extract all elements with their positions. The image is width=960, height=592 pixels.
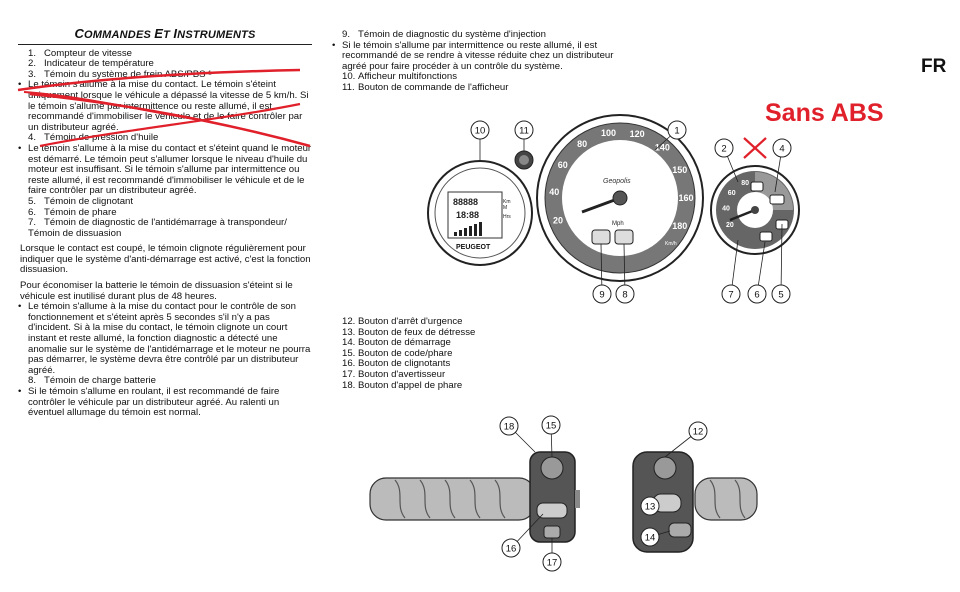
item-text: Bouton d'appel de phare bbox=[358, 379, 463, 391]
item-text: Bouton d'avertisseur bbox=[358, 368, 446, 380]
item-number: 17. bbox=[342, 368, 356, 380]
abs-indicator bbox=[751, 182, 763, 191]
brand-text: PEUGEOT bbox=[456, 244, 491, 251]
item-number: 5. bbox=[28, 195, 37, 207]
tick-label: 150 bbox=[672, 165, 688, 176]
list-item bbox=[330, 381, 630, 392]
item-number: 11. bbox=[342, 81, 355, 93]
callout-12 bbox=[665, 422, 707, 457]
unit-m: M bbox=[503, 205, 508, 211]
odo-text: 88888 bbox=[453, 197, 479, 207]
item-number: 10. bbox=[342, 71, 356, 83]
right-grip bbox=[695, 478, 757, 520]
svg-text:7: 7 bbox=[728, 289, 734, 301]
sans-abs-annotation: Sans ABS bbox=[765, 99, 884, 127]
high-beam-button bbox=[541, 457, 563, 479]
item-text: Bouton de feux de détresse bbox=[358, 326, 476, 338]
item-number: 4. bbox=[28, 132, 37, 144]
item-number: 16. bbox=[342, 358, 356, 370]
svg-text:2: 2 bbox=[721, 143, 727, 155]
item-number: 14. bbox=[342, 337, 356, 349]
headlight-indicator bbox=[760, 232, 772, 241]
controls-illustration bbox=[365, 410, 760, 580]
item-text: Bouton de commande de l'afficheur bbox=[358, 81, 509, 93]
item-text: Bouton de code/phare bbox=[358, 347, 453, 359]
tick-label: 140 bbox=[654, 142, 670, 153]
svg-text:1: 1 bbox=[674, 125, 680, 137]
model-script: Geopolis bbox=[603, 178, 631, 185]
item-text: Bouton de clignotants bbox=[358, 358, 451, 370]
item-number: 7. bbox=[28, 217, 37, 229]
item-text: Témoin de diagnostic du système d'injection bbox=[358, 29, 546, 40]
bullet-paragraph: • Si le témoin s'allume par intermittence ou reste allumé, il est recommandé de se rendre à vitesse réduite chez un distributeur agréé pour faire procéder à un contrôle du système. bbox=[330, 41, 630, 73]
item-number: 12. bbox=[342, 316, 356, 327]
svg-text:9: 9 bbox=[599, 289, 605, 301]
horn-button bbox=[544, 526, 560, 538]
callout-10 bbox=[471, 121, 489, 162]
svg-text:15: 15 bbox=[545, 420, 557, 432]
right-column-bottom bbox=[330, 317, 630, 391]
item-number: 18. bbox=[342, 379, 356, 391]
kill-switch-button bbox=[654, 457, 676, 479]
tick-label: 20 bbox=[726, 221, 734, 229]
item-text: Témoin de phare bbox=[44, 206, 117, 218]
start-button bbox=[669, 523, 691, 537]
tick-label: 80 bbox=[577, 138, 588, 149]
svg-text:10: 10 bbox=[474, 125, 486, 137]
right-bottom-list bbox=[330, 317, 630, 391]
left-list bbox=[16, 49, 314, 419]
svg-text:16: 16 bbox=[505, 543, 517, 555]
dashboard-illustration bbox=[420, 110, 830, 310]
item-number: 3. bbox=[28, 68, 37, 80]
item-number: 8. bbox=[28, 375, 37, 387]
callout-18 bbox=[500, 417, 535, 452]
item-number: 13. bbox=[342, 326, 356, 338]
svg-text:5: 5 bbox=[778, 289, 784, 301]
oil-indicator bbox=[770, 195, 784, 204]
unit-km: Km bbox=[503, 199, 511, 205]
tick-label: 80 bbox=[741, 180, 749, 188]
svg-text:13: 13 bbox=[644, 501, 656, 513]
language-tab: FR bbox=[921, 56, 947, 77]
list-item bbox=[330, 83, 630, 94]
item-number: 2. bbox=[28, 58, 37, 70]
tick-label: 40 bbox=[722, 205, 730, 213]
injection-indicator bbox=[592, 230, 610, 244]
item-text: Bouton de démarrage bbox=[358, 337, 451, 349]
left-column bbox=[16, 26, 314, 419]
right-column-top bbox=[330, 30, 630, 94]
bullet-paragraph: • Le témoin s'allume à la mise du contact et s'éteint quand le moteur est démarré. Le témoin peut s'allumer lorsque le niveau d'huile du moteur est insuffisant. Si le témoin s'allume par intermittence ou reste allumé, il est recommandé d'immobiliser le véhicule et de le faire contrôler par un distributeur agréé. bbox=[16, 144, 314, 197]
tick-label: 40 bbox=[549, 187, 560, 198]
item-text: Bouton d'arrêt d'urgence bbox=[358, 316, 463, 327]
svg-text:14: 14 bbox=[644, 532, 656, 544]
svg-text:17: 17 bbox=[546, 557, 558, 569]
callout-11 bbox=[515, 121, 533, 151]
item-number: 9. bbox=[342, 29, 351, 40]
tick-label: 180 bbox=[672, 220, 688, 231]
item-number: 6. bbox=[28, 206, 37, 218]
section-title-text: COMMANDES ET INSTRUMENTS bbox=[74, 26, 256, 41]
item-text: Indicateur de température bbox=[44, 58, 154, 70]
item-text: Témoin de clignotant bbox=[44, 195, 134, 207]
paragraph: Lorsque le contact est coupé, le témoin clignote régulièrement pour indiquer que le système d'anti-démarrage est activé, c'est la fonction dissuasion. bbox=[20, 243, 311, 276]
callout-13 bbox=[641, 497, 659, 515]
bullet-paragraph: • Si le témoin s'allume en roulant, il est recommandé de faire contrôler le véhicule par un distributeur agréé. Au ralenti un éventuel allumage du témoin est normal. bbox=[16, 387, 314, 419]
paragraph: Pour économiser la batterie le témoin de dissuasion s'éteint si le véhicule est inutilisé durant plus de 48 heures. bbox=[20, 280, 293, 302]
item-number: 1. bbox=[28, 47, 37, 59]
list-item bbox=[16, 218, 314, 239]
speed-unit: Mph bbox=[612, 221, 624, 227]
bullet-paragraph: • Le témoin s'allume à la mise du contact. Le témoin s'éteint uniquement lorsque le véhicule a dépassé la vitesse de 5 km/h. Si le témoin s'allume par intermittence ou reste allumé, il est recommandé d'immobiliser le véhicule et de le faire contrôler par un distributeur agréé. bbox=[16, 80, 314, 133]
item-text: Témoin de pression d'huile bbox=[44, 132, 159, 144]
item-number: 15. bbox=[342, 347, 356, 359]
right-top-list bbox=[330, 30, 630, 94]
svg-text:12: 12 bbox=[692, 426, 704, 438]
tick-label: 160 bbox=[678, 193, 694, 203]
tick-label: 20 bbox=[552, 215, 564, 226]
svg-text:18: 18 bbox=[503, 421, 515, 433]
unit-hrs: Hrs bbox=[503, 214, 511, 220]
item-text: Afficheur multifonctions bbox=[358, 71, 458, 83]
svg-text:8: 8 bbox=[622, 289, 628, 301]
clock-text: 18:88 bbox=[456, 210, 480, 220]
tick-label: 60 bbox=[727, 190, 736, 197]
svg-text:11: 11 bbox=[519, 125, 529, 137]
item-text: Témoin de diagnostic de l'antidémarrage à transpondeur/ Témoin de dissuasion bbox=[28, 217, 287, 239]
callout-17 bbox=[543, 538, 561, 571]
list-item bbox=[330, 30, 630, 41]
tick-label: 100 bbox=[600, 128, 617, 138]
speed-unit-kmh: Km/h bbox=[665, 241, 677, 247]
battery-indicator bbox=[615, 230, 633, 244]
item-text: Témoin de charge batterie bbox=[44, 375, 156, 387]
tick-label: 60 bbox=[557, 160, 568, 170]
tick-label: 120 bbox=[629, 129, 645, 140]
callout-15 bbox=[542, 416, 560, 457]
item-text: Compteur de vitesse bbox=[44, 47, 132, 59]
svg-text:4: 4 bbox=[779, 143, 785, 155]
bullet-paragraph: • Le témoin s'allume à la mise du contact pour le contrôle de son fonctionnement et s'éteint après 5 secondes s'il n'y a pas d'incident. Si à la mise du contact, le témoin clignote un court instant et reste allumé, la fonction diagnostic a détecté une anomalie sur le système de l'antidémarrage et le moteur ne pourra pas démarrer, le système devra être contrôlé par un distributeur agréé. bbox=[16, 302, 314, 376]
section-title bbox=[18, 26, 312, 45]
item-text: Témoin du système de frein ABS/PBS ¹ bbox=[44, 68, 212, 80]
svg-text:6: 6 bbox=[754, 289, 760, 301]
